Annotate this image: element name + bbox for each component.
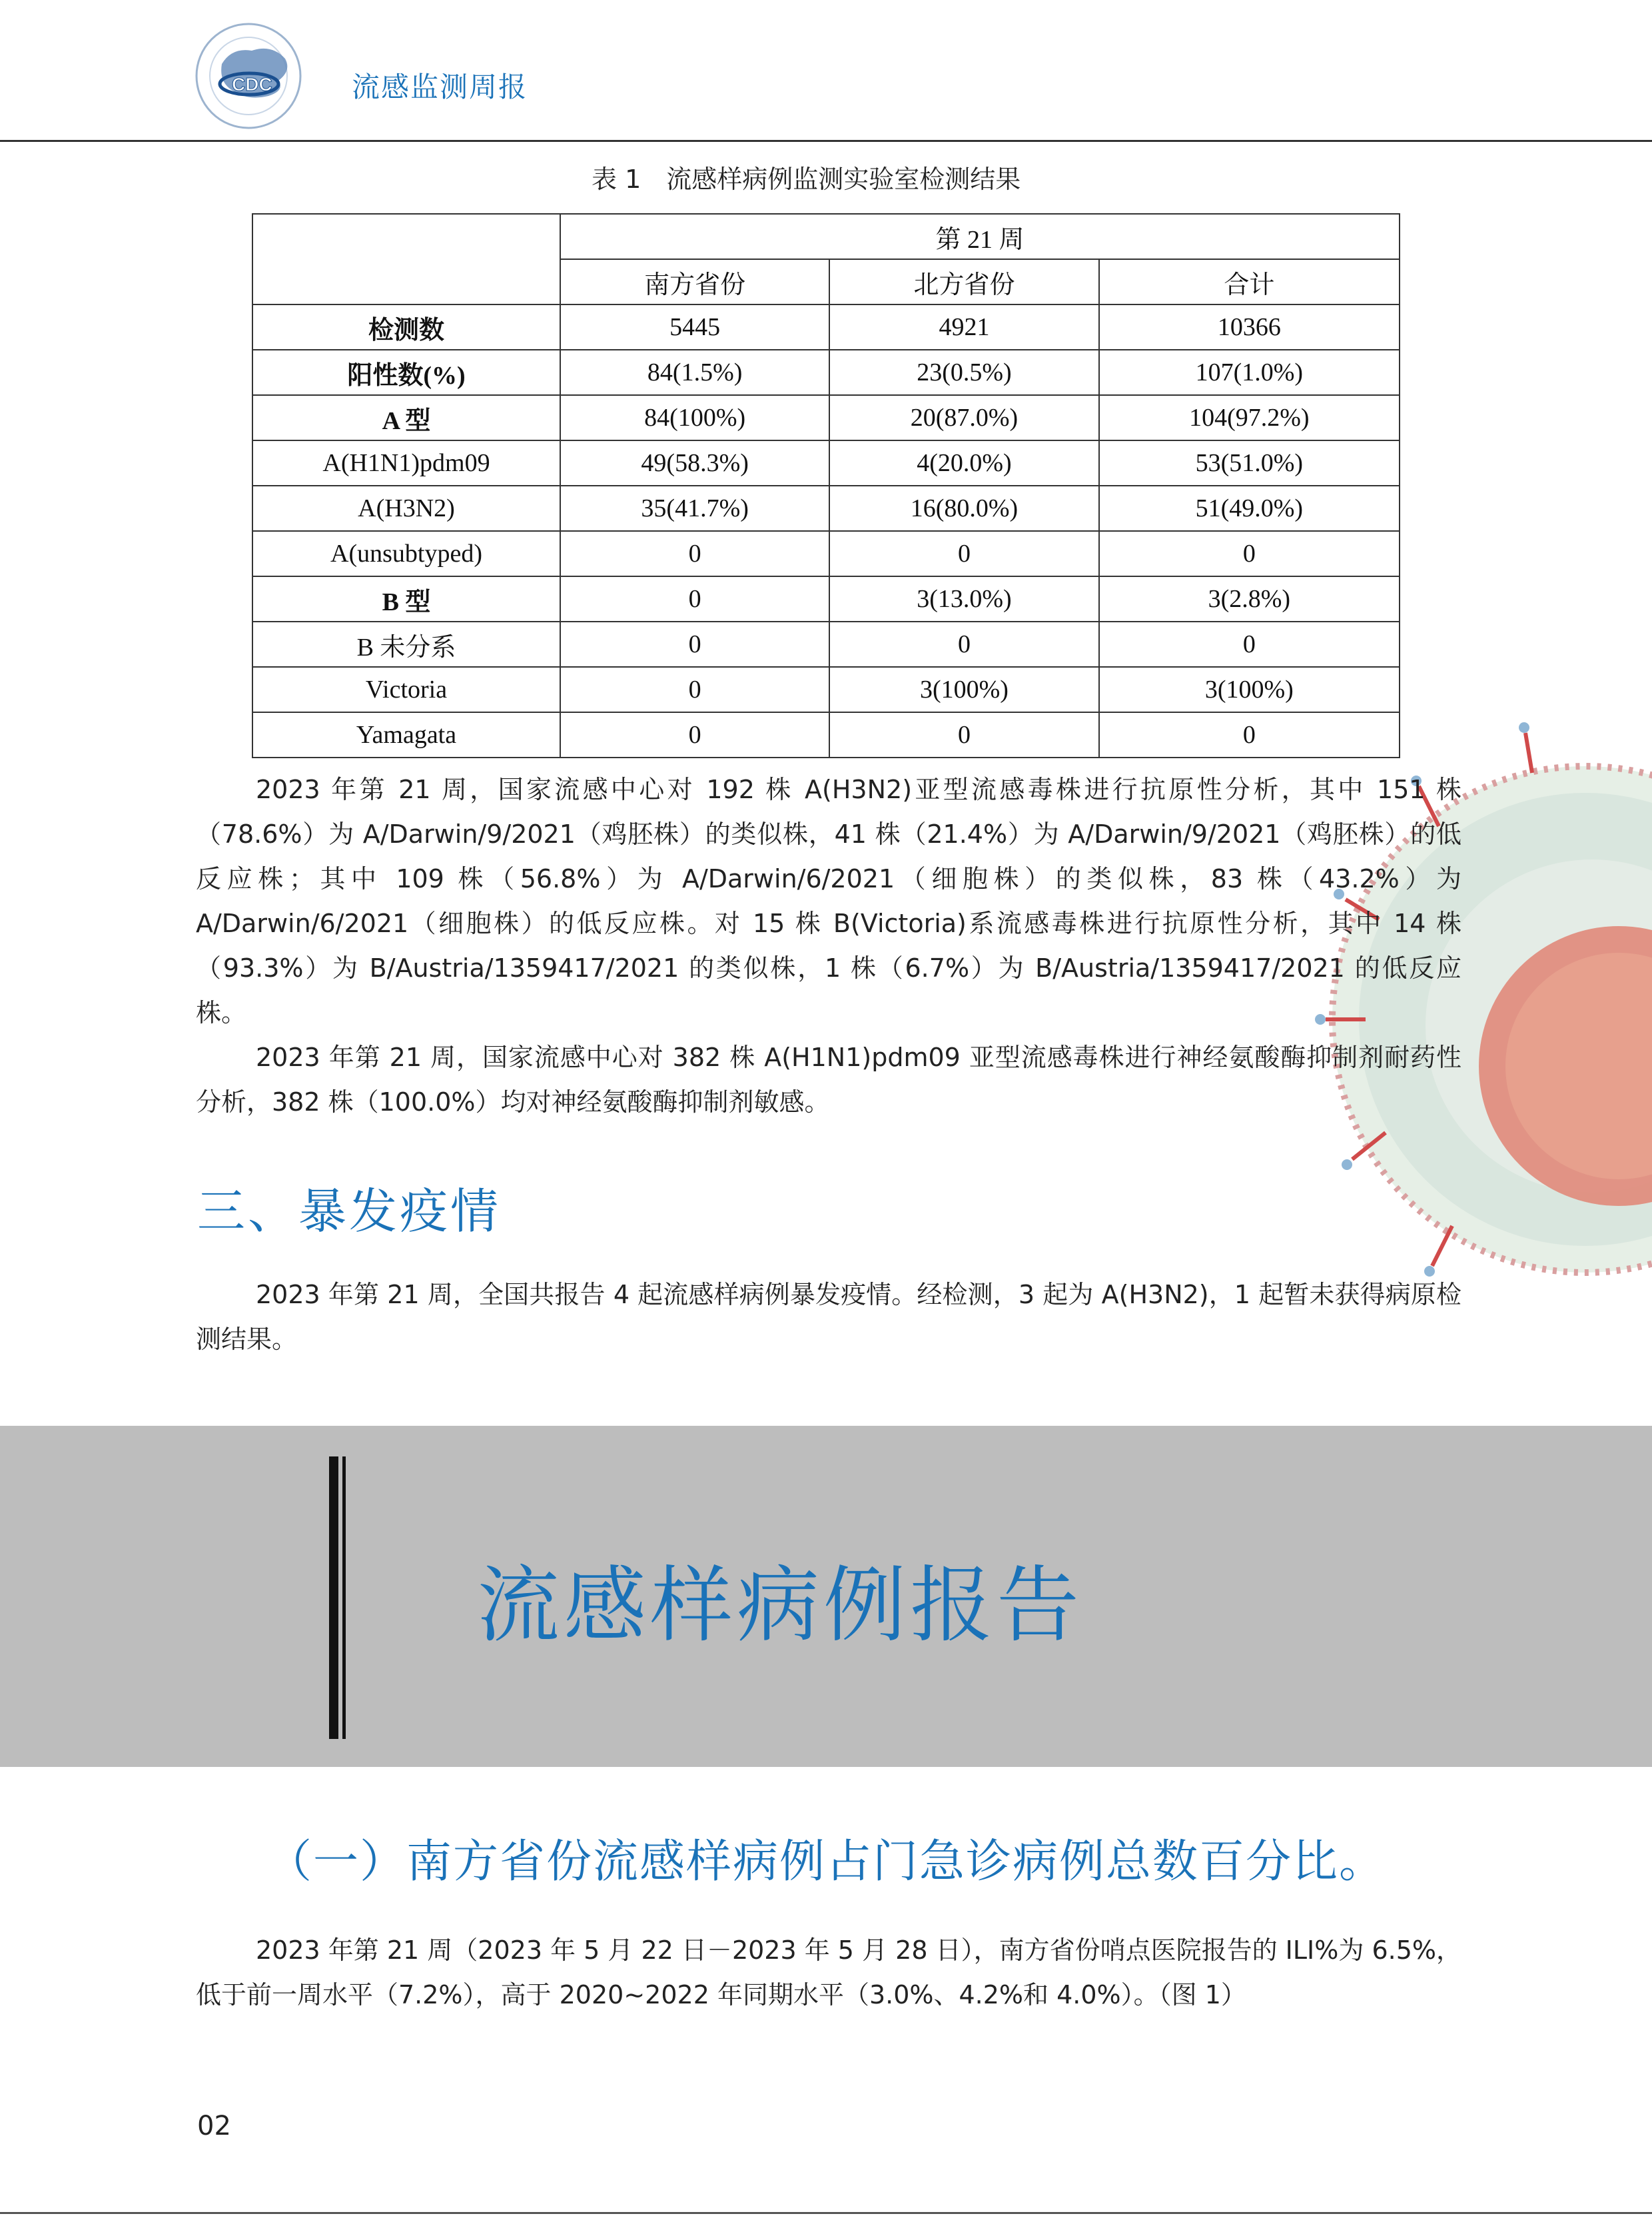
table-row <box>252 486 1400 531</box>
row-label: Victoria <box>252 667 560 712</box>
table-row <box>252 576 1400 622</box>
lab-results-table <box>252 213 1400 758</box>
cell-value: 5445 <box>560 304 829 350</box>
cell-value: 0 <box>829 622 1098 667</box>
cell-value: 10366 <box>1099 304 1400 350</box>
antigen-analysis-paragraph <box>196 768 1461 1035</box>
cell-value: 3(100%) <box>829 667 1098 712</box>
resistance-analysis-paragraph <box>196 1035 1461 1125</box>
week-header: 第 21 周 <box>560 214 1400 259</box>
cell-value: 53(51.0%) <box>1099 440 1400 486</box>
cell-value: 35(41.7%) <box>560 486 829 531</box>
column-header-total: 合计 <box>1099 259 1400 304</box>
cell-value: 16(80.0%) <box>829 486 1098 531</box>
table-row <box>252 395 1400 440</box>
resistance-analysis-text: 2023 年第 21 周，国家流感中心对 382 株 A(H1N1)pdm09 亚型流感毒株进行神经氨酸酶抑制剂耐药性分析，382 株（100.0%）均对神经氨酸酶抑制剂敏感。 <box>196 1043 1461 1117</box>
cell-value: 0 <box>1099 712 1400 758</box>
table-header-row <box>252 214 1400 259</box>
cell-value: 0 <box>560 531 829 576</box>
table-row <box>252 622 1400 667</box>
row-label: B 未分系 <box>252 622 560 667</box>
ili-text: 2023 年第 21 周（2023 年 5 月 22 日－2023 年 5 月 28 日），南方省份哨点医院报告的 ILI%为 6.5%，低于前一周水平（7.2%），高于 2020~2022 年同期水平（3.0%、4.2%和 4.0%）。（图 1） <box>196 1936 1461 2009</box>
column-header-south: 南方省份 <box>560 259 829 304</box>
cell-value: 49(58.3%) <box>560 440 829 486</box>
publication-title: 流感监测周报 <box>352 71 528 103</box>
cell-value: 0 <box>1099 622 1400 667</box>
column-header-north: 北方省份 <box>829 259 1098 304</box>
page-number: 02 <box>197 2111 231 2141</box>
table-row <box>252 531 1400 576</box>
sub-heading-south-ili: （一）南方省份流感样病例占门急诊病例总数百分比。 <box>266 1836 1386 1888</box>
header-divider <box>0 140 1652 142</box>
table-row <box>252 304 1400 350</box>
cell-value: 0 <box>560 667 829 712</box>
row-label: A(unsubtyped) <box>252 531 560 576</box>
cell-value: 4921 <box>829 304 1098 350</box>
outbreak-paragraph <box>196 1273 1461 1362</box>
row-label: B 型 <box>252 576 560 622</box>
table-row <box>252 712 1400 758</box>
outbreak-text: 2023 年第 21 周，全国共报告 4 起流感样病例暴发疫情。经检测，3 起为 A(H3N2)，1 起暂未获得病原检测结果。 <box>196 1280 1461 1354</box>
cell-value: 0 <box>829 531 1098 576</box>
table-row <box>252 440 1400 486</box>
row-label: Yamagata <box>252 712 560 758</box>
cell-value: 0 <box>829 712 1098 758</box>
row-label: A(H3N2) <box>252 486 560 531</box>
table-corner-cell <box>252 214 560 304</box>
cell-value: 0 <box>560 576 829 622</box>
cell-value: 84(100%) <box>560 395 829 440</box>
cell-value: 23(0.5%) <box>829 350 1098 395</box>
footer-divider <box>0 2212 1652 2214</box>
cell-value: 51(49.0%) <box>1099 486 1400 531</box>
cell-value: 3(2.8%) <box>1099 576 1400 622</box>
banner-accent-bar <box>329 1456 338 1739</box>
row-label: A(H1N1)pdm09 <box>252 440 560 486</box>
table-row <box>252 350 1400 395</box>
cell-value: 104(97.2%) <box>1099 395 1400 440</box>
table-caption: 表 1 流感样病例监测实验室检测结果 <box>592 165 1021 194</box>
cell-value: 4(20.0%) <box>829 440 1098 486</box>
table-row <box>252 667 1400 712</box>
cell-value: 0 <box>560 622 829 667</box>
row-label: 阳性数(%) <box>252 350 560 395</box>
cell-value: 0 <box>560 712 829 758</box>
cell-value: 0 <box>1099 531 1400 576</box>
section-heading-outbreak: 三、暴发疫情 <box>197 1183 502 1239</box>
row-label: A 型 <box>252 395 560 440</box>
ili-paragraph <box>196 1928 1461 2017</box>
cell-value: 3(100%) <box>1099 667 1400 712</box>
banner-title: 流感样病例报告 <box>477 1558 1084 1654</box>
cell-value: 20(87.0%) <box>829 395 1098 440</box>
banner-accent-bar-thin <box>342 1456 346 1739</box>
row-label: 检测数 <box>252 304 560 350</box>
svg-text:CDC: CDC <box>232 74 272 95</box>
cell-value: 3(13.0%) <box>829 576 1098 622</box>
cell-value: 107(1.0%) <box>1099 350 1400 395</box>
cdc-logo <box>185 17 325 131</box>
antigen-analysis-text: 2023 年第 21 周，国家流感中心对 192 株 A(H3N2)亚型流感毒株进行抗原性分析，其中 151 株（78.6%）为 A/Darwin/9/2021（鸡胚株）的类似株，41 株（21.4%）为 A/Darwin/9/2021（鸡胚株）的低反应株；其中 109 株（56.8%）为 A/Darwin/6/2021（细胞株）的类似株，83 株（43.2%）为 A/Darwin/6/2021（细胞株）的低反应株。对 15 株 B(Victoria)系流感毒株进行抗原性分析，其中 14 株（93.3%）为 B/Austria/1359417/2021 的类似株，1 株（6.7%）为 B/Austria/1359417/2021 的低反应株。 <box>196 775 1461 1027</box>
cell-value: 84(1.5%) <box>560 350 829 395</box>
